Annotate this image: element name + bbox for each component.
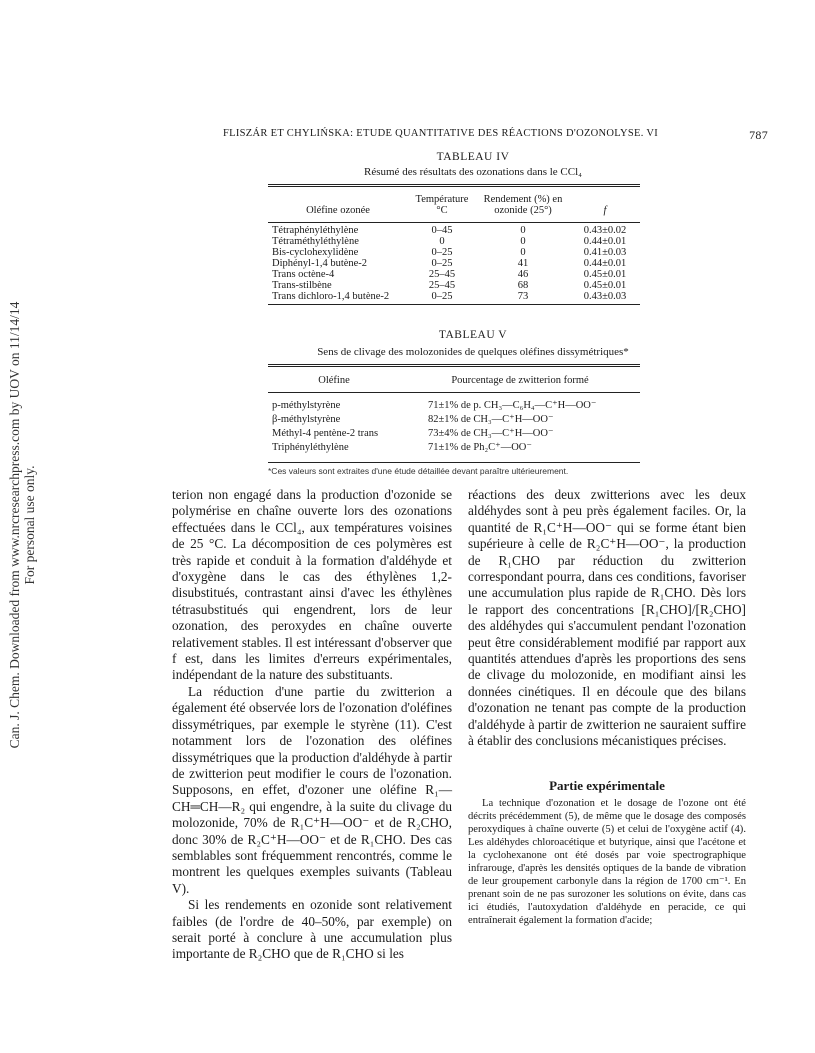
table4-body (268, 225, 640, 302)
table4-cell: 0.43±0.03 (583, 291, 627, 302)
table5-body (268, 399, 640, 455)
table4-cell: 0–25 (431, 247, 453, 258)
table5-header-percentage: Pourcentage de zwitterion formé (451, 374, 589, 386)
table4-cell: Diphényl-1,4 butène-2 (272, 258, 368, 269)
table5-cell: 82±1% de CH₃—C⁺H—OO⁻ (428, 414, 554, 425)
table4-cell: 0.43±0.02 (583, 225, 627, 236)
table4-cell: Tétraphényléthylène (272, 225, 359, 236)
table5-cell: Triphényléthylène (272, 442, 349, 453)
table4-cell: Trans octène-4 (272, 269, 335, 280)
section-heading: Partie expérimentale (549, 778, 665, 793)
table4-cell: Trans-stilbène (272, 280, 332, 291)
right-paragraph-2: La technique d'ozonation et le dosage de l'ozone ont été décrits précédemment (5), de même que le dosage des composés peroxydiques à chaîne ouverte (5) et celui de l'oxygène actif (4). Les aldéhydes chloroacétique et butyrique, ainsi que l'acétone et la cyclohexanone ont été dosés par voie spectrographique infrarouge, d'après les densités optiques de la bande de vibration de leur groupement carbonyle dans la région de 1700 cm⁻¹. En prenant soin de ne pas surozoner les solutions on évite, dans cas ici étudiés, l'autoxydation d'aldéhyde en peracide, ce qui entraînerait également la formation d'acide; (468, 798, 746, 926)
table4-cell: 73 (517, 291, 529, 302)
table4-row (268, 258, 640, 269)
table5-cell: 71±1% de Ph₂C⁺—OO⁻ (428, 442, 532, 453)
table4-cell: 0–25 (431, 258, 453, 269)
table4-header-olefin: Oléfine ozonée (306, 205, 370, 216)
table4-cell: 41 (517, 258, 529, 269)
left-paragraph-1: terion non engagé dans la production d'ozonide se polymérise en chaîne ouverte lors des ozonations effectuées dans le CCl₄, aux températures voisines de 25 °C. La décomposition de ces polymères est très rapide et conduit à la formation d'aldéhyde et d'oxygène dans le cas des éthylènes 1,2-disubstitués, contrastant ainsi d'avec les éthylènes tétrasubstitués qui engendrent, lors de leur ozonation, des peroxydes en chaîne ouverte relativement stables. Il est intéressant d'observer que f est, dans les limites d'erreurs expérimentales, indépendant de la nature des substituants. (172, 487, 452, 683)
table4-top-rule (268, 184, 640, 187)
page-number: 787 (749, 128, 768, 142)
table4-cell: 0.44±0.01 (583, 236, 627, 247)
table4-row (268, 291, 640, 302)
table5-row (268, 427, 640, 441)
running-title: FLISZÁR ET CHYLIŃSKA: ETUDE QUANTITATIVE DES RÉACTIONS D'OZONOLYSE. VI (223, 128, 659, 139)
table4-cell: 0 (439, 236, 445, 247)
table5-row (268, 399, 640, 413)
table4-row (268, 269, 640, 280)
table5-header-olefin: Oléfine (318, 374, 350, 386)
left-column (172, 487, 452, 963)
table4-cell: 0 (520, 236, 526, 247)
download-stamp-line2: For personal use only. (22, 465, 37, 585)
left-paragraph-2: La réduction d'une partie du zwitterion a également été observée lors de l'ozonation d'oléfines dissymétriques, par exemple le styrène (11). C'est notamment lors de l'ozonation des oléfines dissymétriques que la production d'aldéhyde à partir de zwitterion peut modifier le cours de l'ozonation. Supposons, en effet, d'ozoner une oléfine R₁—CH═CH—R₂ qui engendre, à la suite du clivage du molozonide, 70% de R₁C⁺H—OO⁻ et de R₂CHO, donc 30% de R₂C⁺H—OO⁻ et de R₁CHO. Des cas semblables sont fréquemment rencontrés, comme le montrent les quelques exemples suivants (Tableau V). (172, 683, 452, 896)
table5-cell: Méthyl-4 pentène-2 trans (272, 428, 379, 439)
left-paragraph-3: Si les rendements en ozonide sont relativement faibles (de l'ordre de 40–50%, par exemple) on serait porté à conclure à une accumulation plus importante de R₂CHO que de R₁CHO si les (172, 897, 452, 962)
table5-cell: 71±1% de p. CH₃—C₆H₄—C⁺H—OO⁻ (428, 400, 597, 411)
table5-top-rule (268, 364, 640, 367)
table4-header-yield: Rendement (%) en ozonide (25°) (483, 194, 563, 216)
table4-row (268, 280, 640, 291)
table4-cell: 25–45 (428, 280, 456, 291)
download-stamp-line1: Can. J. Chem. Downloaded from www.nrcresearchpress.com by UOV on 11/14/14 (7, 301, 22, 749)
table4-row (268, 236, 640, 247)
table4-cell: Trans dichloro-1,4 butène-2 (272, 291, 390, 302)
table4-cell: 0–25 (431, 291, 453, 302)
table4-cell: 0.41±0.03 (583, 247, 627, 258)
table4-header-f: f (603, 205, 607, 216)
table5-cell: 73±4% de CH₃—C⁺H—OO⁻ (428, 428, 554, 439)
table4-cell: 0–45 (431, 225, 453, 236)
running-header (178, 128, 768, 144)
table4-header-temperature: Température °C (415, 194, 469, 216)
table5 (268, 373, 640, 387)
table4-row (268, 225, 640, 236)
table4-cell: 0 (520, 225, 526, 236)
right-column (468, 487, 746, 750)
table5-title: TABLEAU V (438, 329, 508, 341)
download-stamp (2, 300, 42, 750)
table5-row (268, 441, 640, 455)
table4-cell: Tétraméthyléthylène (272, 236, 359, 247)
table5-footnote: *Ces valeurs sont extraites d'une étude détaillée devant paraître ultérieurement. (268, 466, 569, 476)
table4-cell: 68 (517, 280, 529, 291)
table4-row (268, 247, 640, 258)
table5-mid-rule (268, 392, 640, 393)
table4-title: TABLEAU IV (436, 151, 510, 163)
table4-cell: Bis-cyclohexylidène (272, 247, 359, 258)
table4-caption: Résumé des résultats des ozonations dans le CCl₄ (364, 166, 582, 178)
table4-cell: 0.44±0.01 (583, 258, 627, 269)
table4-cell: 0.45±0.01 (583, 280, 627, 291)
right-paragraph-1: réactions des deux zwitterions avec les deux aldéhydes sont à peu près également faciles. Or, la quantité de R₁C⁺H—OO⁻ qui se forme étant bien supérieure à celle de R₂C⁺H—OO⁻, la production de R₁CHO par réduction du zwitterion correspondant pourra, dans ces conditions, favoriser une accumulation plus rapide de R₁CHO. Dès lors le rapport des concentrations [R₁CHO]/[R₂CHO] des aldéhydes qui s'accumulent pendant l'ozonation peut être considérablement modifié par rapport aux quantités attendues d'après les proportions des sens de clivage du molozonide, en modifiant ainsi les données cinétiques. Il en découle que des bilans d'ozonation ne tenant pas compte de la production d'aldéhyde à partir de zwitterion ne sauraient suffire à établir des conclusions mécanistiques précises. (468, 487, 746, 749)
table4-bottom-rule (268, 304, 640, 305)
table4 (268, 190, 640, 216)
table4-cell: 0.45±0.01 (583, 269, 627, 280)
table5-cell: p-méthylstyrène (272, 400, 341, 411)
table4-cell: 25–45 (428, 269, 456, 280)
table5-caption: Sens de clivage des molozonides de quelques oléfines dissymétriques* (317, 346, 629, 358)
table5-cell: β-méthylstyrène (272, 414, 341, 425)
table4-cell: 46 (517, 269, 529, 280)
table5-bottom-rule (268, 462, 640, 463)
table5-row (268, 413, 640, 427)
table4-mid-rule (268, 222, 640, 223)
table4-cell: 0 (520, 247, 526, 258)
experimental-paragraph (468, 797, 746, 927)
